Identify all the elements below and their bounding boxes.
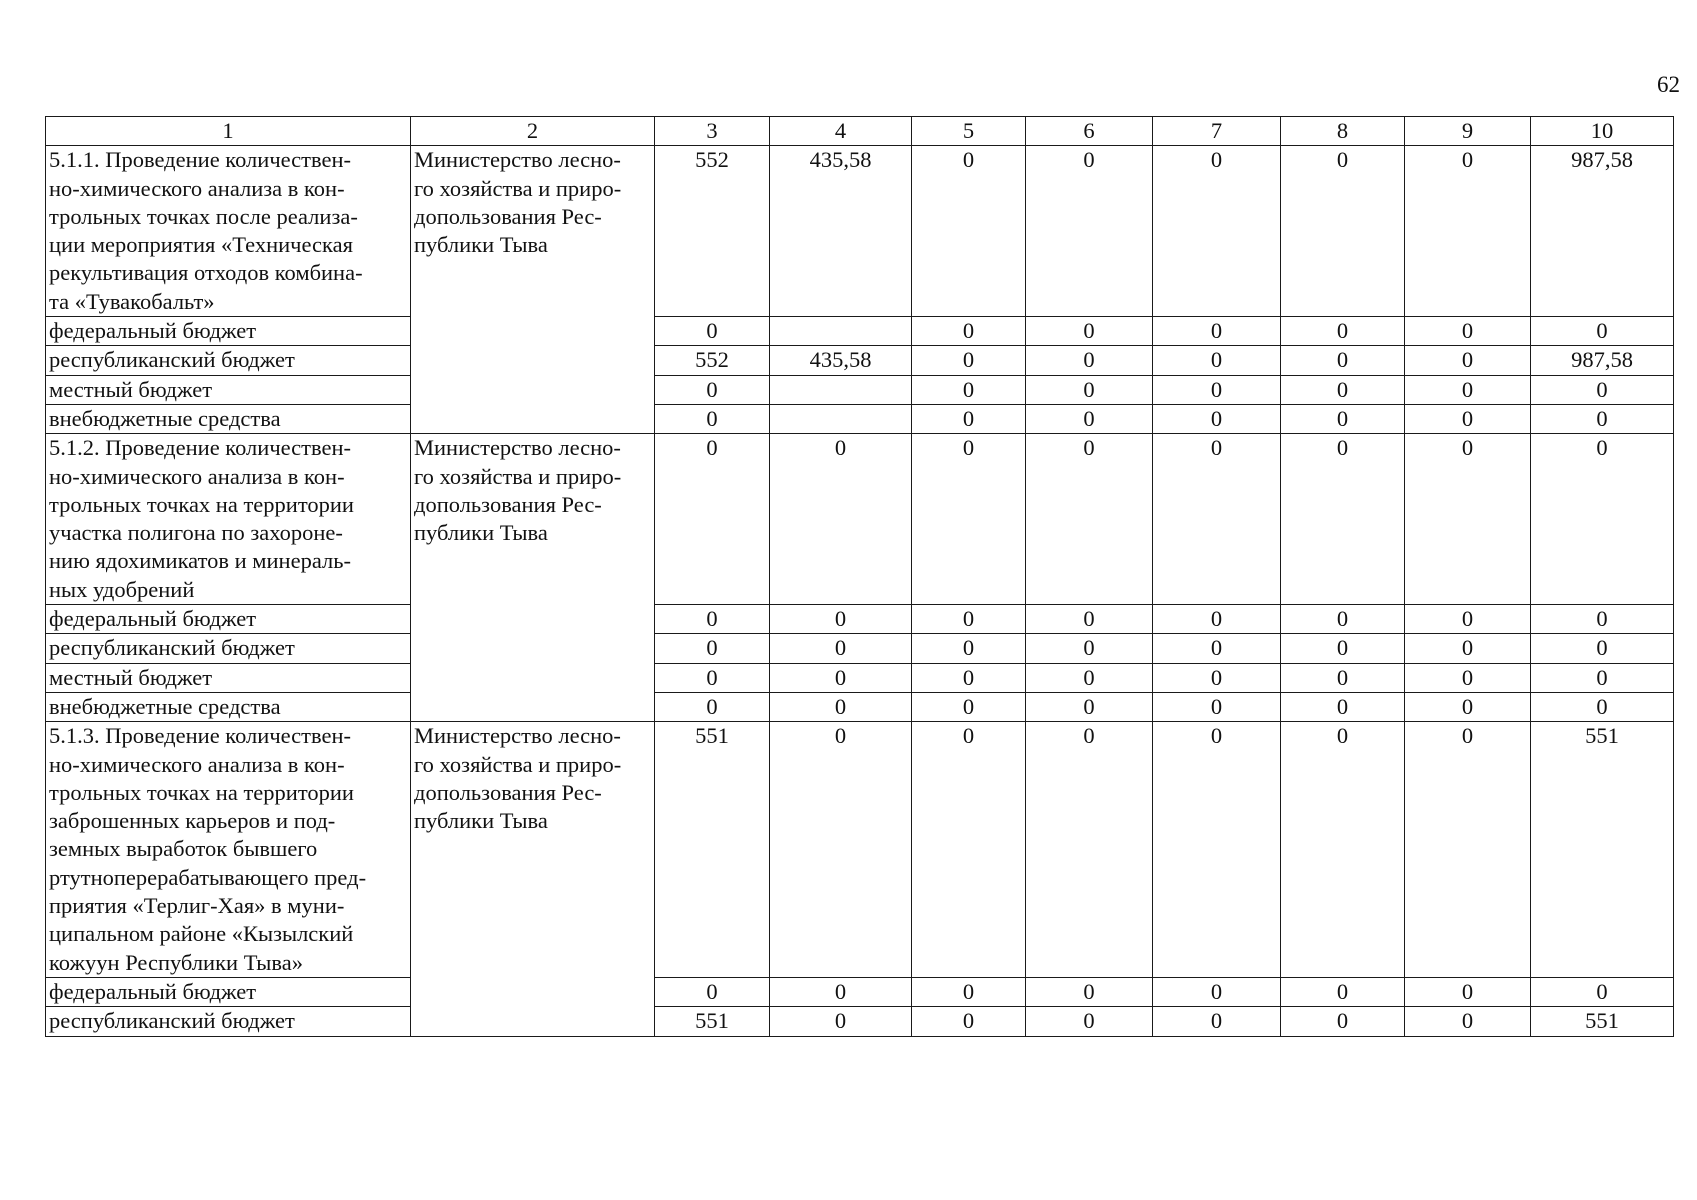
- value-cell: 0: [1153, 434, 1281, 605]
- column-number: 9: [1405, 117, 1531, 146]
- column-number: 10: [1531, 117, 1674, 146]
- value-cell: 0: [1153, 317, 1281, 346]
- value-cell: 0: [1026, 692, 1153, 721]
- value-cell: 987,58: [1531, 346, 1674, 375]
- budget-row: [46, 404, 1674, 433]
- measure-title: 5.1.3. Проведение количествен- но-химического анализа в кон- трольных точках на территории заброшенных карьеров и под- земных выработок бывшего ртутноперерабатывающего пред- приятия «Терлиг-Хая» в муни- ципальном районе «Кызылский кожуун Республики Тыва»: [46, 722, 411, 978]
- value-cell: 0: [770, 977, 912, 1006]
- value-cell: 0: [1405, 317, 1531, 346]
- column-number: 1: [46, 117, 411, 146]
- value-cell: 0: [1281, 317, 1405, 346]
- value-cell: 0: [912, 146, 1026, 317]
- executor-cell: Министерство лесно- го хозяйства и приро- допользования Рес- публики Тыва: [411, 434, 655, 722]
- value-cell: 0: [1281, 722, 1405, 978]
- value-cell: 0: [1026, 605, 1153, 634]
- value-cell: 0: [770, 722, 912, 978]
- value-cell: 0: [1153, 346, 1281, 375]
- column-number: 2: [411, 117, 655, 146]
- value-cell: 0: [770, 692, 912, 721]
- value-cell: 0: [912, 722, 1026, 978]
- value-cell: 0: [1026, 634, 1153, 663]
- value-cell: 0: [912, 434, 1026, 605]
- value-cell: 552: [655, 346, 770, 375]
- value-cell: 0: [1531, 317, 1674, 346]
- budget-row: [46, 977, 1674, 1006]
- value-cell: 0: [655, 692, 770, 721]
- value-cell: 0: [1531, 605, 1674, 634]
- value-cell: 0: [1153, 605, 1281, 634]
- value-cell: 0: [770, 1007, 912, 1036]
- column-number: 4: [770, 117, 912, 146]
- value-cell: 0: [1405, 663, 1531, 692]
- budget-table: [45, 116, 1674, 1037]
- column-number: 6: [1026, 117, 1153, 146]
- value-cell: 0: [1281, 634, 1405, 663]
- value-cell: 0: [912, 692, 1026, 721]
- value-cell: [770, 404, 912, 433]
- value-cell: 0: [1026, 404, 1153, 433]
- value-cell: [770, 375, 912, 404]
- value-cell: 0: [1026, 663, 1153, 692]
- page-number: 62: [1657, 72, 1680, 97]
- budget-row: [46, 346, 1674, 375]
- column-number: 3: [655, 117, 770, 146]
- value-cell: 0: [1531, 375, 1674, 404]
- budget-label: республиканский бюджет: [46, 634, 411, 663]
- value-cell: 0: [1531, 692, 1674, 721]
- value-cell: 0: [770, 663, 912, 692]
- value-cell: 0: [1405, 1007, 1531, 1036]
- value-cell: 0: [770, 434, 912, 605]
- budget-label: федеральный бюджет: [46, 605, 411, 634]
- executor-cell: Министерство лесно- го хозяйства и приро- допользования Рес- публики Тыва: [411, 722, 655, 1036]
- value-cell: 0: [1281, 346, 1405, 375]
- value-cell: 551: [655, 722, 770, 978]
- value-cell: 0: [655, 634, 770, 663]
- budget-label: республиканский бюджет: [46, 346, 411, 375]
- value-cell: 0: [655, 434, 770, 605]
- value-cell: 0: [1026, 375, 1153, 404]
- value-cell: 0: [655, 663, 770, 692]
- value-cell: 0: [912, 605, 1026, 634]
- value-cell: 551: [655, 1007, 770, 1036]
- value-cell: 0: [1531, 663, 1674, 692]
- value-cell: 0: [770, 634, 912, 663]
- budget-row: [46, 605, 1674, 634]
- measure-title: 5.1.2. Проведение количествен- но-химического анализа в кон- трольных точках на территории участка полигона по захороне- нию ядохимикатов и минераль- ных удобрений: [46, 434, 411, 605]
- value-cell: 0: [1281, 375, 1405, 404]
- value-cell: 0: [1405, 375, 1531, 404]
- value-cell: 0: [770, 605, 912, 634]
- column-number: 7: [1153, 117, 1281, 146]
- value-cell: 0: [655, 605, 770, 634]
- budget-row: [46, 317, 1674, 346]
- budget-label: федеральный бюджет: [46, 977, 411, 1006]
- value-cell: 0: [1026, 1007, 1153, 1036]
- value-cell: 551: [1531, 722, 1674, 978]
- value-cell: 0: [1153, 1007, 1281, 1036]
- value-cell: 0: [1405, 404, 1531, 433]
- executor-cell: Министерство лесно- го хозяйства и приро- допользования Рес- публики Тыва: [411, 146, 655, 434]
- value-cell: 0: [1405, 722, 1531, 978]
- value-cell: 0: [1405, 605, 1531, 634]
- value-cell: 0: [1281, 977, 1405, 1006]
- column-number-row: [46, 117, 1674, 146]
- budget-row: [46, 692, 1674, 721]
- value-cell: 0: [912, 375, 1026, 404]
- value-cell: 0: [1026, 317, 1153, 346]
- value-cell: 0: [1281, 663, 1405, 692]
- measure-row: [46, 722, 1674, 978]
- value-cell: 0: [1153, 634, 1281, 663]
- measure-row: [46, 146, 1674, 317]
- value-cell: 0: [1405, 692, 1531, 721]
- budget-label: республиканский бюджет: [46, 1007, 411, 1036]
- value-cell: 0: [912, 663, 1026, 692]
- budget-row: [46, 375, 1674, 404]
- value-cell: [770, 317, 912, 346]
- value-cell: 0: [1405, 434, 1531, 605]
- value-cell: 0: [1531, 404, 1674, 433]
- value-cell: 0: [1026, 722, 1153, 978]
- value-cell: 0: [1531, 634, 1674, 663]
- value-cell: 0: [1026, 977, 1153, 1006]
- budget-label: местный бюджет: [46, 663, 411, 692]
- column-number: 8: [1281, 117, 1405, 146]
- value-cell: 0: [1153, 404, 1281, 433]
- measure-row: [46, 434, 1674, 605]
- value-cell: 0: [1153, 375, 1281, 404]
- measure-title: 5.1.1. Проведение количествен- но-химического анализа в кон- трольных точках после реализа- ции мероприятия «Техническая рекультивация отходов комбина- та «Тувакобальт»: [46, 146, 411, 317]
- value-cell: 0: [1153, 663, 1281, 692]
- value-cell: 0: [1405, 346, 1531, 375]
- budget-label: внебюджетные средства: [46, 692, 411, 721]
- value-cell: 0: [1281, 605, 1405, 634]
- value-cell: 0: [1281, 146, 1405, 317]
- value-cell: 0: [1531, 977, 1674, 1006]
- value-cell: 551: [1531, 1007, 1674, 1036]
- value-cell: 0: [912, 346, 1026, 375]
- value-cell: 0: [1281, 404, 1405, 433]
- budget-row: [46, 634, 1674, 663]
- value-cell: 0: [1153, 692, 1281, 721]
- value-cell: 0: [1281, 434, 1405, 605]
- value-cell: 0: [655, 404, 770, 433]
- value-cell: 0: [912, 1007, 1026, 1036]
- value-cell: 0: [1153, 977, 1281, 1006]
- budget-row: [46, 1007, 1674, 1036]
- value-cell: 0: [912, 317, 1026, 346]
- value-cell: 0: [1281, 692, 1405, 721]
- value-cell: 0: [655, 375, 770, 404]
- value-cell: 0: [655, 977, 770, 1006]
- value-cell: 0: [912, 977, 1026, 1006]
- value-cell: 0: [655, 317, 770, 346]
- budget-label: местный бюджет: [46, 375, 411, 404]
- value-cell: 0: [1026, 346, 1153, 375]
- value-cell: 435,58: [770, 146, 912, 317]
- value-cell: 0: [1405, 977, 1531, 1006]
- budget-label: внебюджетные средства: [46, 404, 411, 433]
- budget-row: [46, 663, 1674, 692]
- column-number: 5: [912, 117, 1026, 146]
- value-cell: 0: [1531, 434, 1674, 605]
- value-cell: 0: [1281, 1007, 1405, 1036]
- value-cell: 0: [1405, 634, 1531, 663]
- value-cell: 435,58: [770, 346, 912, 375]
- value-cell: 0: [1405, 146, 1531, 317]
- budget-label: федеральный бюджет: [46, 317, 411, 346]
- value-cell: 0: [1153, 146, 1281, 317]
- value-cell: 987,58: [1531, 146, 1674, 317]
- value-cell: 0: [1153, 722, 1281, 978]
- value-cell: 0: [912, 404, 1026, 433]
- value-cell: 552: [655, 146, 770, 317]
- value-cell: 0: [912, 634, 1026, 663]
- value-cell: 0: [1026, 434, 1153, 605]
- value-cell: 0: [1026, 146, 1153, 317]
